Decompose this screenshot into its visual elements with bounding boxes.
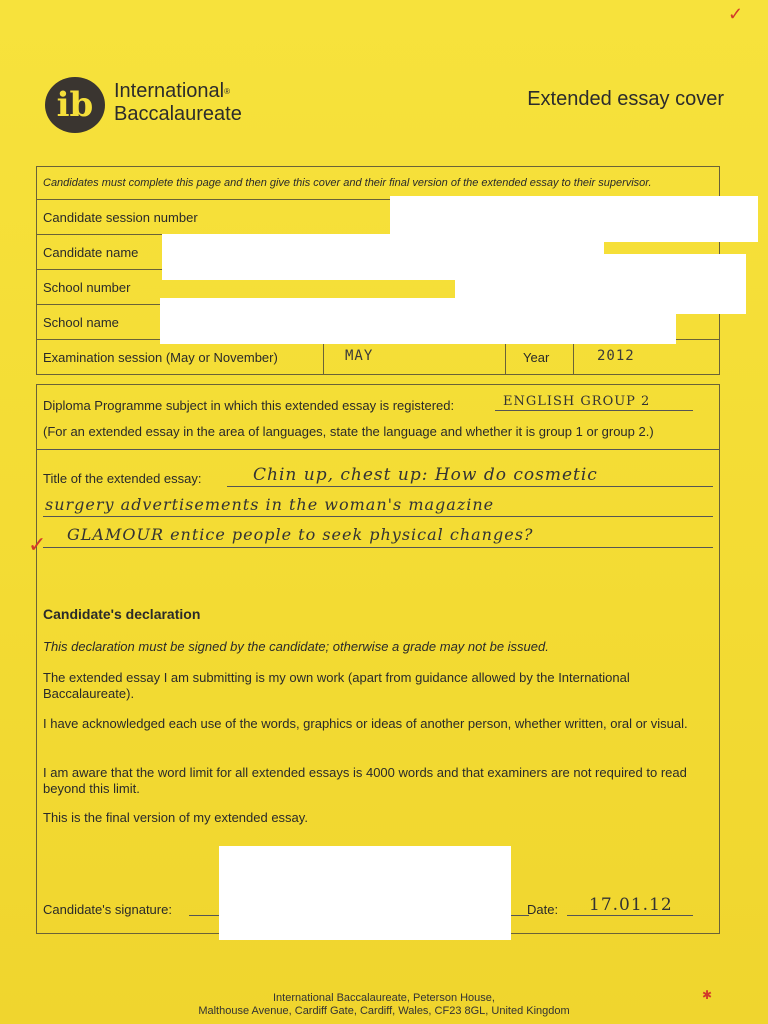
- divider: [505, 340, 506, 375]
- title-underline-1: [227, 486, 713, 487]
- year-label: Year: [523, 350, 550, 365]
- ib-logo-icon: [44, 76, 106, 134]
- subject-value: ENGLISH GROUP 2: [503, 394, 651, 409]
- red-tick-mark: ✓: [28, 532, 47, 557]
- essay-title-line-2: surgery advertisements in the woman's magazine: [45, 495, 495, 514]
- svg-text:ib: ib: [56, 85, 94, 125]
- date-label: Date:: [527, 902, 559, 917]
- organization-name: [114, 80, 242, 126]
- document-title: Extended essay cover: [527, 88, 724, 110]
- subject-label: Diploma Programme subject in which this extended essay is registered:: [43, 398, 455, 413]
- field-label: School name: [43, 315, 119, 330]
- date-value: 17.01.12: [589, 895, 673, 915]
- section-divider: [37, 449, 719, 450]
- subject-underline: [495, 410, 693, 411]
- field-label: Candidate name: [43, 245, 139, 260]
- declaration-paragraph-3: I am aware that the word limit for all extended essays is 4000 words and that examiners are not required to read beyond this limit.: [43, 765, 687, 796]
- essay-title-line-3: GLAMOUR entice people to seek physical changes?: [67, 525, 534, 544]
- signature-label: Candidate's signature:: [43, 902, 172, 917]
- registered-mark: ®: [224, 87, 230, 96]
- exam-session-value: MAY: [345, 348, 374, 364]
- subject-note: (For an extended essay in the area of languages, state the language and whether it is group 1 or group 2.): [43, 424, 654, 439]
- field-label: Candidate session number: [43, 210, 198, 225]
- footer-address: [0, 992, 768, 1018]
- title-underline-3: [43, 547, 713, 548]
- year-value: 2012: [597, 348, 635, 364]
- field-label: School number: [43, 280, 131, 295]
- org-line-1: International: [114, 80, 225, 102]
- exam-session-label: Examination session (May or November): [43, 350, 278, 365]
- date-underline: [567, 915, 693, 916]
- footer-line-1: International Baccalaureate, Peterson House,: [273, 992, 495, 1004]
- footer-line-2: Malthouse Avenue, Cardiff Gate, Cardiff, Wales, CF23 8GL, United Kingdom: [198, 1005, 570, 1017]
- declaration-paragraph-2: I have acknowledged each use of the words, graphics or ideas of another person, whether written, oral or visual.: [43, 716, 688, 731]
- signature-redaction: [219, 846, 511, 940]
- declaration-paragraph-4: This is the final version of my extended essay.: [43, 810, 308, 825]
- declaration-paragraph-1: The extended essay I am submitting is my own work (apart from guidance allowed by the International Baccalaureate).: [43, 670, 630, 701]
- declaration-heading: Candidate's declaration: [43, 606, 201, 622]
- declaration-note: This declaration must be signed by the candidate; otherwise a grade may not be issued.: [43, 639, 549, 654]
- field-row-exam-session: [37, 339, 719, 375]
- redaction-block: [160, 298, 676, 344]
- red-tick-mark: ✓: [728, 4, 744, 24]
- divider: [573, 340, 574, 375]
- title-underline-2: [43, 516, 713, 517]
- red-star-mark: ✱: [702, 988, 713, 1002]
- org-line-2: Baccalaureate: [114, 103, 242, 125]
- instructions-text: Candidates must complete this page and then give this cover and their final version of the extended essay to their supervisor.: [43, 177, 652, 189]
- essay-title-line-1: Chin up, chest up: How do cosmetic: [253, 465, 598, 485]
- divider: [323, 340, 324, 375]
- title-label: Title of the extended essay:: [43, 471, 202, 486]
